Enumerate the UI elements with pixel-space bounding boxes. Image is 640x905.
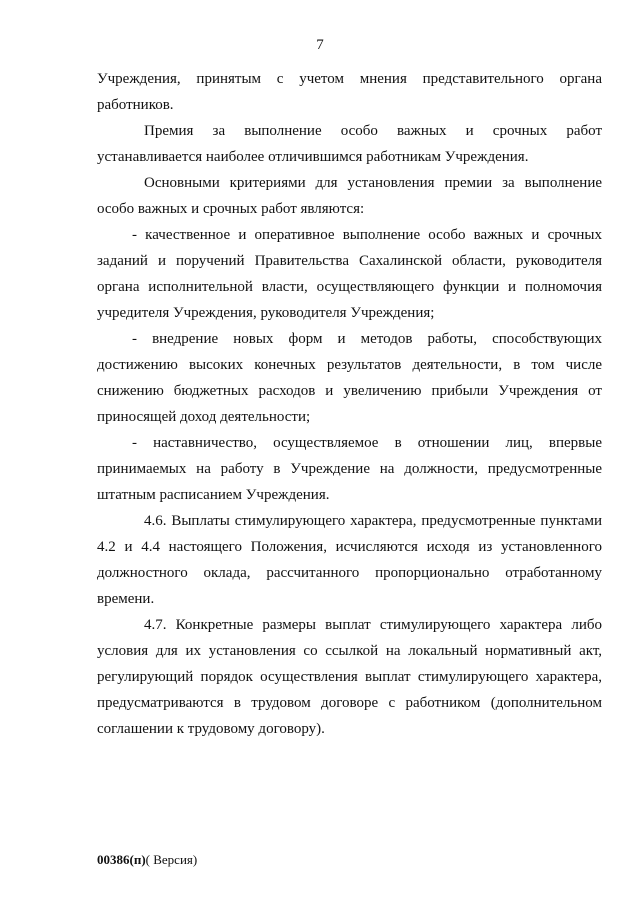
criteria-item-innovation: - внедрение новых форм и методов работы, способствующих достижению высоких конечных результатов деятельности, в том числе снижению бюджетных расходов и увеличению прибыли Учреждения от приносящей доход деятельности;	[97, 331, 602, 425]
document-code: 00386(п)	[97, 852, 146, 867]
document-body	[97, 66, 602, 742]
clause-4-6: 4.6. Выплаты стимулирующего характера, предусмотренные пунктами 4.2 и 4.4 настоящего Положения, исчисляются исходя из установленного должностного оклада, рассчитанного пропорционально отработанному времени.	[97, 513, 602, 607]
page-number: 7	[316, 37, 324, 53]
paragraph-premium-intro: Премия за выполнение особо важных и срочных работ устанавливается наиболее отличившимся работникам Учреждения.	[97, 123, 602, 165]
paragraph-criteria-intro: Основными критериями для установления премии за выполнение особо важных и срочных работ являются:	[97, 175, 602, 217]
paragraph-continuation: Учреждения, принятым с учетом мнения представительного органа работников.	[97, 71, 602, 113]
criteria-item-quality: - качественное и оперативное выполнение особо важных и срочных заданий и поручений Правительства Сахалинской области, руководителя органа исполнительной власти, осуществляющего функции и полномочия учредителя Учреждения, руководителя Учреждения;	[97, 227, 602, 321]
criteria-item-mentoring: - наставничество, осуществляемое в отношении лиц, впервые принимаемых на работу в Учреждение на должности, предусмотренные штатным расписанием Учреждения.	[97, 435, 602, 503]
footer	[97, 852, 197, 868]
clause-4-7: 4.7. Конкретные размеры выплат стимулирующего характера либо условия для их установления со ссылкой на локальный нормативный акт, регулирующий порядок осуществления выплат стимулирующего характера, предусматриваются в трудовом договоре с работником (дополнительном соглашении к трудовому договору).	[97, 617, 602, 737]
document-version: ( Версия)	[145, 852, 198, 867]
